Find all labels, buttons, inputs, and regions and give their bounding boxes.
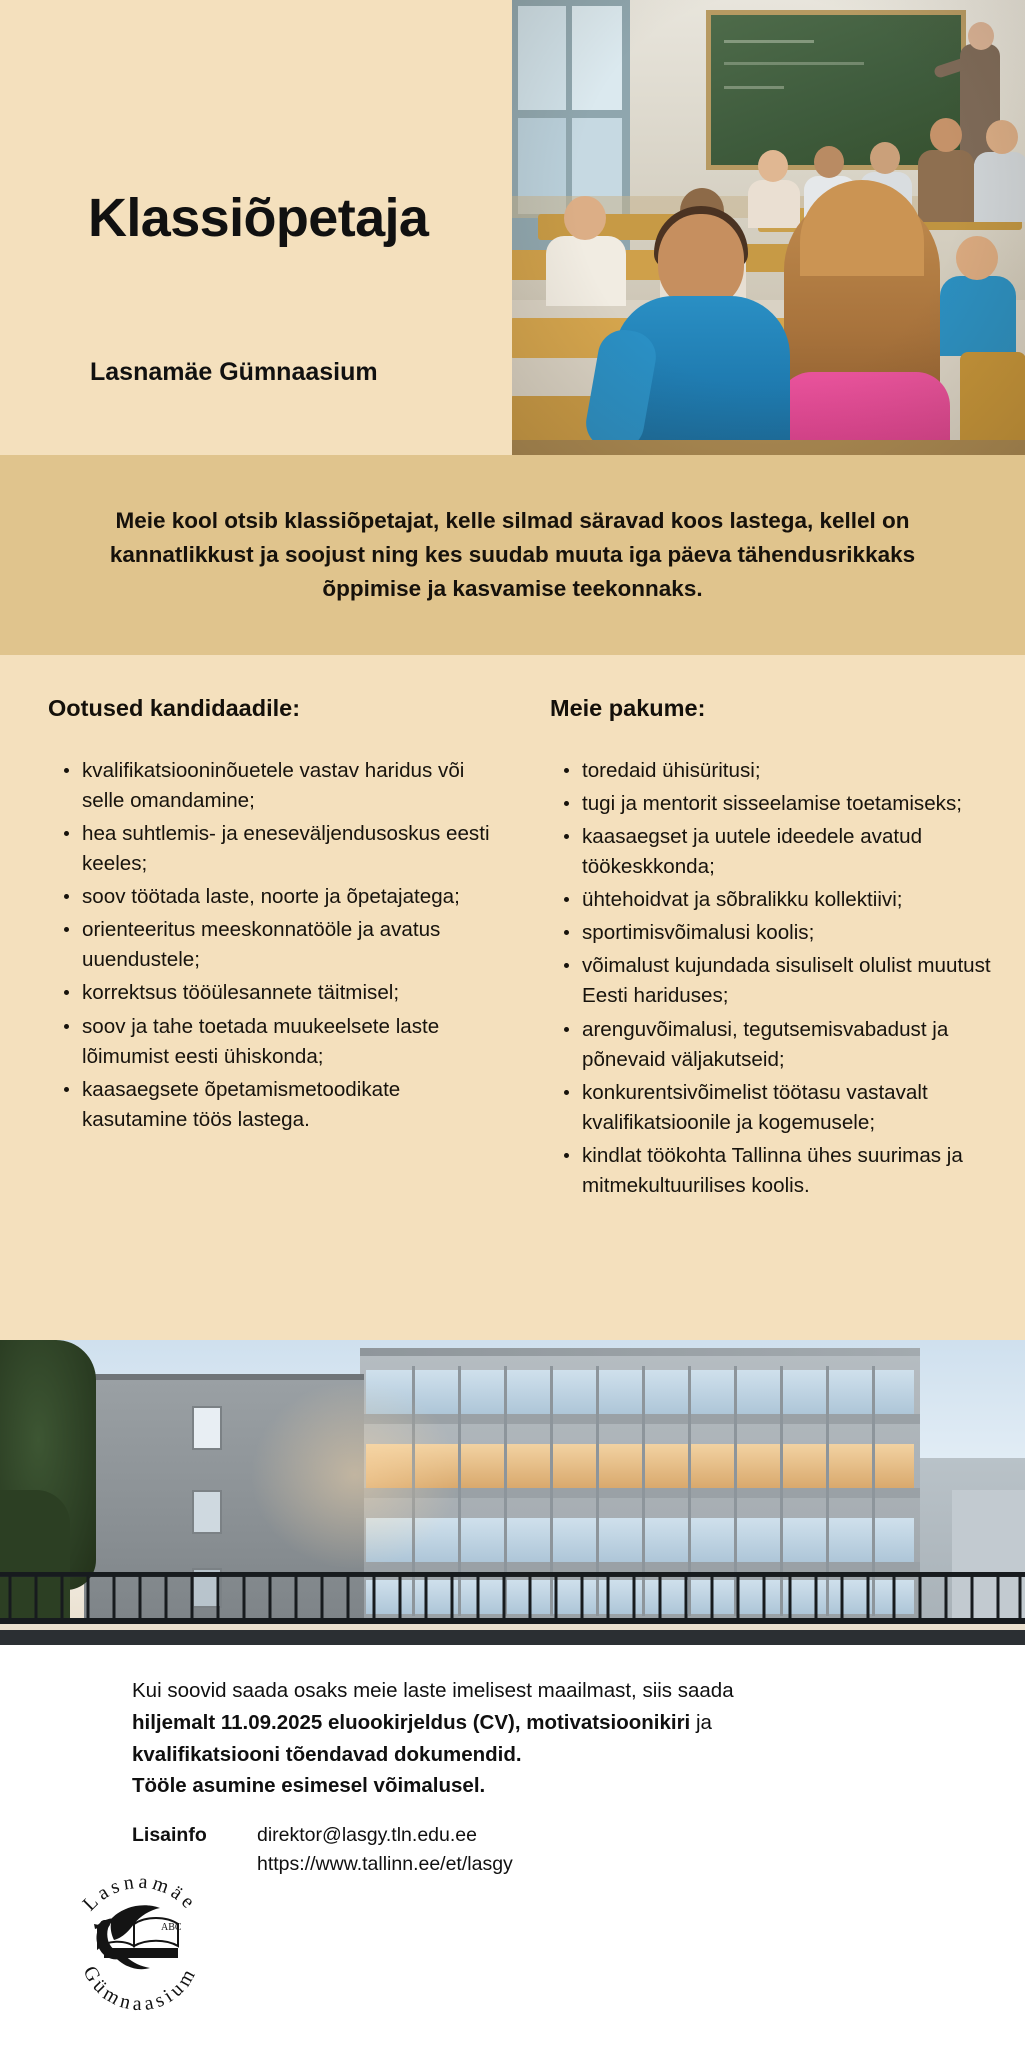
offer-heading: Meie pakume: [550, 695, 706, 721]
instructions-line-2 [132, 1707, 812, 1739]
logo-book-letters: ABC [161, 1922, 182, 1933]
list-item: tugi ja mentorit sisseelamise toetamiseks; [582, 789, 997, 819]
offer-column [512, 655, 1025, 1340]
svg-text:Gümnaasium [79, 1962, 202, 2015]
deadline-text: hiljemalt 11.09.2025 eluookirjeldus (CV), motivatsioonikiri [132, 1710, 691, 1734]
logo-top-text: Lasnamäe [78, 1870, 202, 1916]
hero-section [0, 0, 1025, 455]
list-item: kvalifikatsiooninõuetele vastav haridus või selle omandamine; [82, 756, 492, 816]
page-title: Klassiõpetaja [88, 188, 429, 249]
school-building-photo [0, 1340, 1025, 1645]
application-instructions [132, 1675, 812, 1802]
list-item: toredaid ühisüritusi; [582, 756, 997, 786]
list-item: orienteeritus meeskonnatööle ja avatus uuendustele; [82, 915, 492, 975]
footer-section [0, 1645, 1025, 2064]
school-logo [60, 1850, 220, 2020]
contact-url[interactable]: https://www.tallinn.ee/et/lasgy [257, 1853, 513, 1876]
list-item: kindlat töökohta Tallinna ühes suurimas ja mitmekultuurilises koolis. [582, 1141, 997, 1201]
offer-list [530, 756, 997, 1201]
list-item: soov töötada laste, noorte ja õpetajatega; [82, 882, 492, 912]
list-item: kaasaegsete õpetamismetoodikate kasutamine töös lastega. [82, 1075, 492, 1135]
intro-paragraph: Meie kool otsib klassiõpetajat, kelle silmad säravad koos lastega, kellel on kannatlikkust ja soojust ning kes suudab muuta iga päeva tähendusrikkaks õppimise ja kasvamise teekonnaks. [109, 507, 916, 602]
instructions-line-3: kvalifikatsiooni tõendavad dokumendid. [132, 1742, 522, 1766]
list-item: arenguvõimalusi, tegutsemisvabadust ja põnevaid väljakutseid; [582, 1015, 997, 1075]
contact-label: Lisainfo [132, 1824, 207, 1846]
list-item: hea suhtlemis- ja eneseväljendusoskus eesti keeles; [82, 819, 492, 879]
expectations-heading: Ootused kandidaadile: [48, 695, 301, 721]
list-item: sportimisvõimalusi koolis; [582, 918, 997, 948]
requirements-and-offer-section [0, 655, 1025, 1340]
instructions-line-1: Kui soovid saada osaks meie laste imelisest maailmast, siis saada [132, 1679, 734, 1702]
list-item: ühtehoidvat ja sõbralikku kollektiivi; [582, 885, 997, 915]
classroom-photo [508, 0, 1025, 455]
list-item: soov ja tahe toetada muukeelsete laste lõimumist eesti ühiskonda; [82, 1012, 492, 1072]
list-item: kaasaegset ja uutele ideedele avatud töökeskkonda; [582, 822, 997, 882]
instructions-line-4: Tööle asumine esimesel võimalusel. [132, 1774, 486, 1798]
list-item: konkurentsivõimelist töötasu vastavalt kvalifikatsioonile ja kogemusele; [582, 1078, 997, 1138]
intro-band [0, 455, 1025, 655]
instructions-line-2-tail: ja [690, 1710, 712, 1734]
expectations-column [0, 655, 512, 1340]
contact-email[interactable]: direktor@lasgy.tln.edu.ee [257, 1824, 477, 1846]
contact-values [257, 1821, 513, 1880]
list-item: korrektsus tööülesannete täitmisel; [82, 978, 492, 1008]
organisation-name: Lasnamäe Gümnaasium [90, 358, 378, 386]
logo-bottom-text: Gümnaasium [78, 1962, 202, 2016]
hero-text-panel [0, 0, 512, 455]
expectations-list [48, 756, 492, 1135]
list-item: võimalust kujundada sisuliselt olulist muutust Eesti hariduses; [582, 951, 997, 1011]
